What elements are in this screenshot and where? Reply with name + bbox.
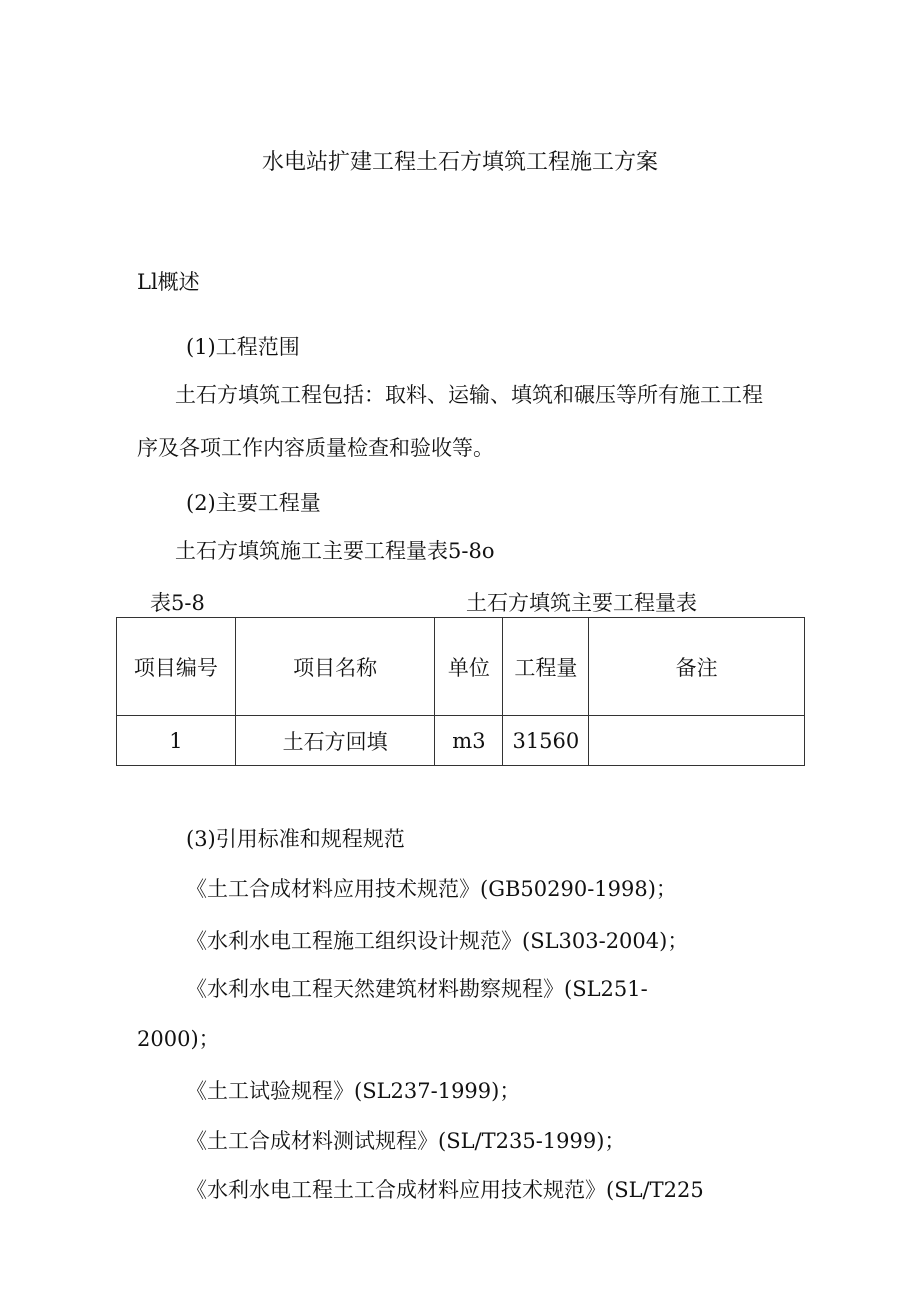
table-header-cell: 备注 bbox=[589, 618, 805, 716]
reference-item: 《水利水电工程施工组织设计规范》(SL303-2004)； bbox=[186, 929, 689, 953]
table-cell: 土石方回填 bbox=[235, 716, 435, 766]
table-cell bbox=[589, 716, 805, 766]
reference-item: 《土工合成材料测试规程》(SL/T235-1999)； bbox=[186, 1129, 626, 1153]
subsection-heading-quantities: (2)主要工程量 bbox=[186, 491, 321, 515]
reference-item-continuation: 2000)； bbox=[137, 1027, 220, 1051]
paragraph-scope-line-1: 土石方填筑工程包括：取料、运输、填筑和碾压等所有施工工程 bbox=[175, 383, 763, 407]
table-header-row bbox=[117, 618, 805, 716]
table-caption bbox=[150, 589, 810, 617]
table-cell: 31560 bbox=[503, 716, 589, 766]
table-row bbox=[117, 716, 805, 766]
table-header-cell: 工程量 bbox=[503, 618, 589, 716]
quantities-table bbox=[116, 617, 805, 766]
paragraph-scope-line-2: 序及各项工作内容质量检查和验收等。 bbox=[137, 436, 494, 460]
subsection-heading-scope: (1)工程范围 bbox=[186, 335, 300, 359]
table-header-cell: 项目编号 bbox=[117, 618, 236, 716]
document-title: 水电站扩建工程土石方填筑工程施工方案 bbox=[261, 150, 658, 175]
section-heading: Ll概述 bbox=[137, 270, 200, 294]
reference-item: 《水利水电工程天然建筑材料勘察规程》(SL251- bbox=[186, 977, 648, 1001]
table-header-cell: 单位 bbox=[435, 618, 503, 716]
table-header-cell: 项目名称 bbox=[235, 618, 435, 716]
table-cell: 1 bbox=[117, 716, 236, 766]
paragraph-quantities: 土石方填筑施工主要工程量表5-8o bbox=[175, 539, 495, 563]
reference-item: 《土工合成材料应用技术规范》(GB50290-1998)； bbox=[186, 877, 677, 901]
subsection-heading-standards: (3)引用标准和规程规范 bbox=[186, 827, 405, 851]
reference-item: 《土工试验规程》(SL237-1999)； bbox=[186, 1079, 521, 1103]
reference-item: 《水利水电工程土工合成材料应用技术规范》(SL/T225 bbox=[186, 1178, 704, 1202]
table-caption-title: 土石方填筑主要工程量表 bbox=[466, 591, 697, 615]
table-cell: m3 bbox=[435, 716, 503, 766]
table-caption-label: 表5-8 bbox=[150, 591, 205, 615]
